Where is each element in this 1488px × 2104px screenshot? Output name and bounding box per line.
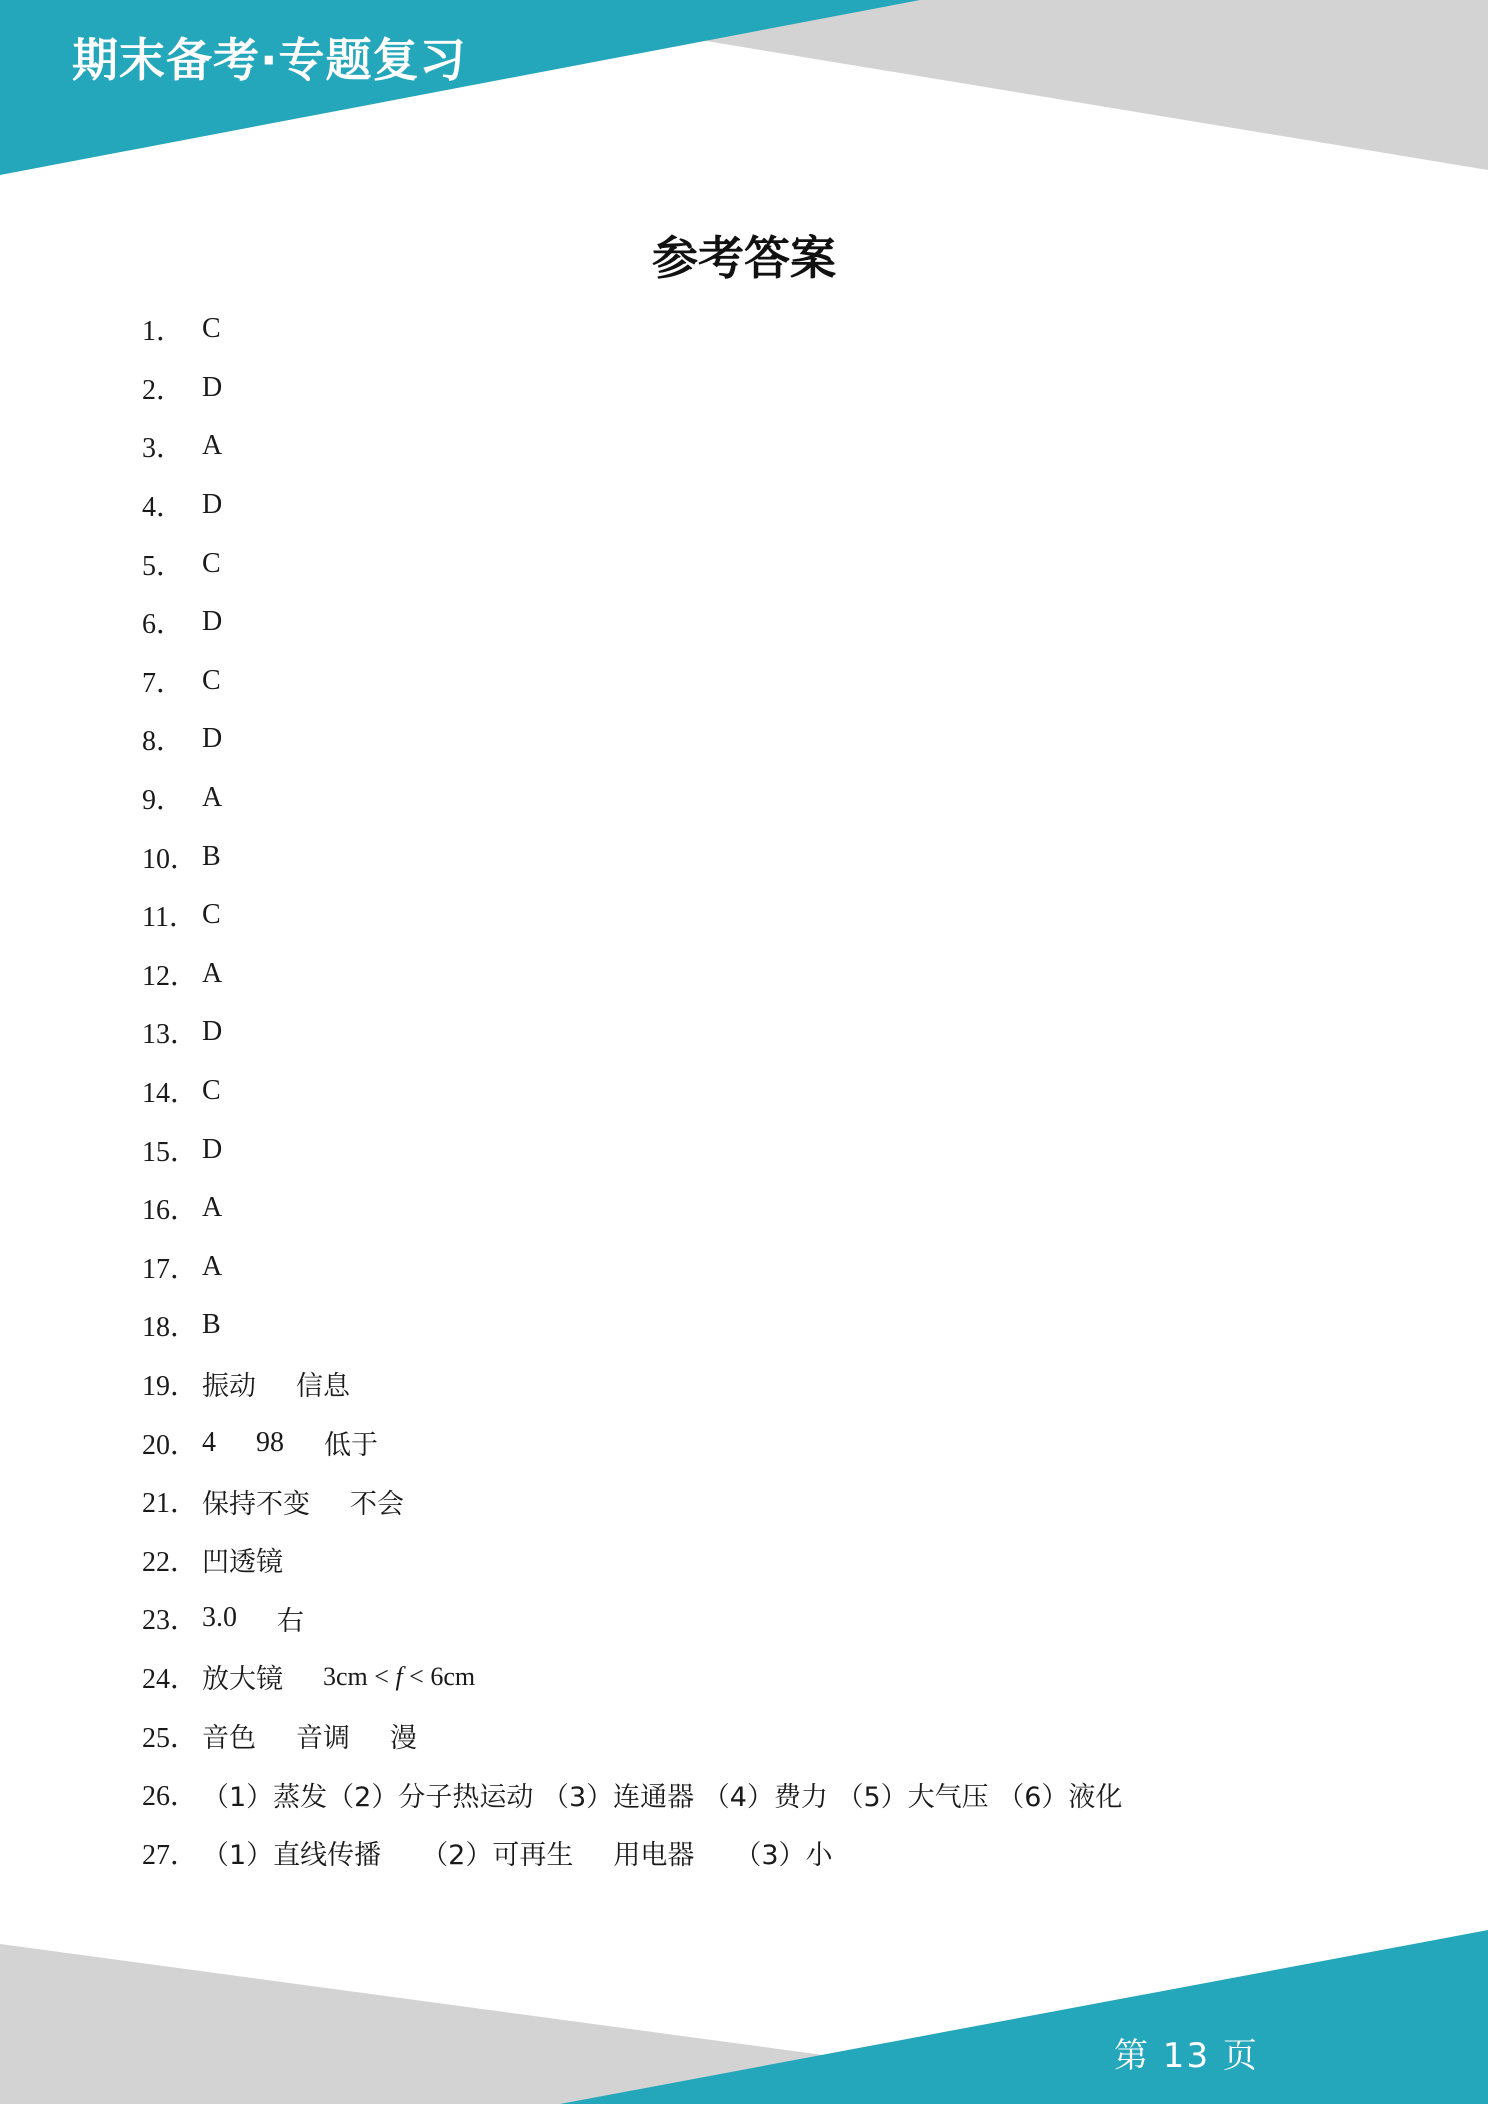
answer-item — [142, 769, 1392, 828]
answer-value: （3）小 — [734, 1840, 833, 1872]
answer-number: 27． — [142, 1839, 199, 1871]
answer-item — [142, 300, 1392, 359]
answer-value: A — [202, 1250, 223, 1282]
answer-number: 14． — [142, 1078, 199, 1110]
answer-value: 98 — [256, 1426, 284, 1458]
answer-item — [142, 1003, 1392, 1062]
answer-number: 15． — [142, 1136, 199, 1168]
answer-number: 10． — [142, 843, 199, 875]
answer-formula: 3cm < f < 6cm — [323, 1661, 476, 1691]
answer-value: 3.0 — [202, 1602, 237, 1634]
answer-item — [142, 1648, 1392, 1707]
answer-item — [142, 1179, 1392, 1238]
answer-number: 11． — [142, 902, 197, 934]
answer-value: 右 — [277, 1605, 304, 1637]
answer-number: 6． — [142, 609, 185, 641]
answer-value: （2）可再生 — [421, 1840, 574, 1872]
header-title: 期末备考·专题复习 — [72, 33, 467, 87]
answer-item — [142, 886, 1392, 945]
answer-number: 23． — [142, 1605, 199, 1637]
answer-number: 2． — [142, 374, 185, 406]
answer-item — [142, 1765, 1392, 1824]
answer-value: A — [202, 1192, 223, 1224]
answer-value: C — [202, 547, 221, 579]
answer-value: C — [202, 664, 221, 696]
answer-value: A — [202, 782, 223, 814]
answer-value: 用电器 — [613, 1840, 695, 1872]
answer-item — [142, 359, 1392, 418]
answer-value: （1）蒸发（2）分子热运动 （3）连通器 （4）费力 （5）大气压 （6）液化 — [202, 1781, 1123, 1813]
answer-value: 漫 — [390, 1723, 417, 1755]
answer-number: 4． — [142, 492, 185, 524]
answer-item — [142, 534, 1392, 593]
answer-item — [142, 1530, 1392, 1589]
answer-item — [142, 710, 1392, 769]
answer-item — [142, 1706, 1392, 1765]
answer-value: C — [202, 313, 221, 345]
answer-value: D — [202, 1016, 223, 1048]
answer-item — [142, 1062, 1392, 1121]
answer-value: D — [202, 723, 223, 755]
answer-item — [142, 1472, 1392, 1531]
answer-number: 20． — [142, 1429, 199, 1461]
answer-item — [142, 1296, 1392, 1355]
answer-item — [142, 593, 1392, 652]
answer-value: 不会 — [350, 1488, 404, 1520]
answer-value: D — [202, 606, 223, 638]
answer-number: 21． — [142, 1488, 199, 1520]
answer-number: 22． — [142, 1546, 199, 1578]
answer-value: A — [202, 957, 223, 989]
answer-item — [142, 945, 1392, 1004]
answer-value: （1）直线传播 — [202, 1840, 382, 1872]
answer-number: 25． — [142, 1722, 199, 1754]
answer-value: 凹透镜 — [202, 1547, 283, 1579]
answer-value: 音色 — [202, 1723, 256, 1755]
answer-number: 16． — [142, 1195, 199, 1227]
answer-item — [142, 827, 1392, 886]
answer-value: 振动 — [202, 1371, 256, 1403]
answer-value: B — [202, 840, 221, 872]
answer-value: 4 — [202, 1426, 216, 1458]
answer-number: 19． — [142, 1370, 199, 1402]
answer-number: 3． — [142, 433, 185, 465]
answer-number: 5． — [142, 550, 185, 582]
answer-value: D — [202, 1133, 223, 1165]
answer-item — [142, 417, 1392, 476]
answer-value: 信息 — [296, 1371, 350, 1403]
answer-list — [142, 300, 1392, 1882]
answer-value: A — [202, 430, 223, 462]
answer-number: 12． — [142, 960, 199, 992]
answer-value: C — [202, 1075, 221, 1107]
answer-number: 18． — [142, 1312, 199, 1344]
answer-value: 保持不变 — [202, 1488, 310, 1520]
answer-number: 1． — [142, 316, 185, 348]
answer-number: 17． — [142, 1253, 199, 1285]
answer-item — [142, 1413, 1392, 1472]
answer-item — [142, 1823, 1392, 1882]
answer-value: 低于 — [324, 1430, 378, 1462]
answer-value: B — [202, 1309, 221, 1341]
answer-value: 放大镜 — [202, 1664, 283, 1696]
answer-value: C — [202, 899, 221, 931]
answer-item — [142, 652, 1392, 711]
page-number: 第 13 页 — [1114, 2036, 1259, 2076]
answer-number: 8． — [142, 726, 185, 758]
answer-item — [142, 1355, 1392, 1414]
answer-value: D — [202, 489, 223, 521]
answer-item — [142, 1120, 1392, 1179]
answer-number: 7． — [142, 667, 185, 699]
page-title: 参考答案 — [652, 231, 836, 285]
answer-item — [142, 1238, 1392, 1297]
answer-number: 13． — [142, 1019, 199, 1051]
answer-number: 26． — [142, 1781, 199, 1813]
answer-number: 24． — [142, 1663, 199, 1695]
answer-item — [142, 476, 1392, 535]
answer-number: 9． — [142, 785, 185, 817]
answer-value: D — [202, 371, 223, 403]
answer-item — [142, 1589, 1392, 1648]
answer-value: 音调 — [296, 1723, 350, 1755]
